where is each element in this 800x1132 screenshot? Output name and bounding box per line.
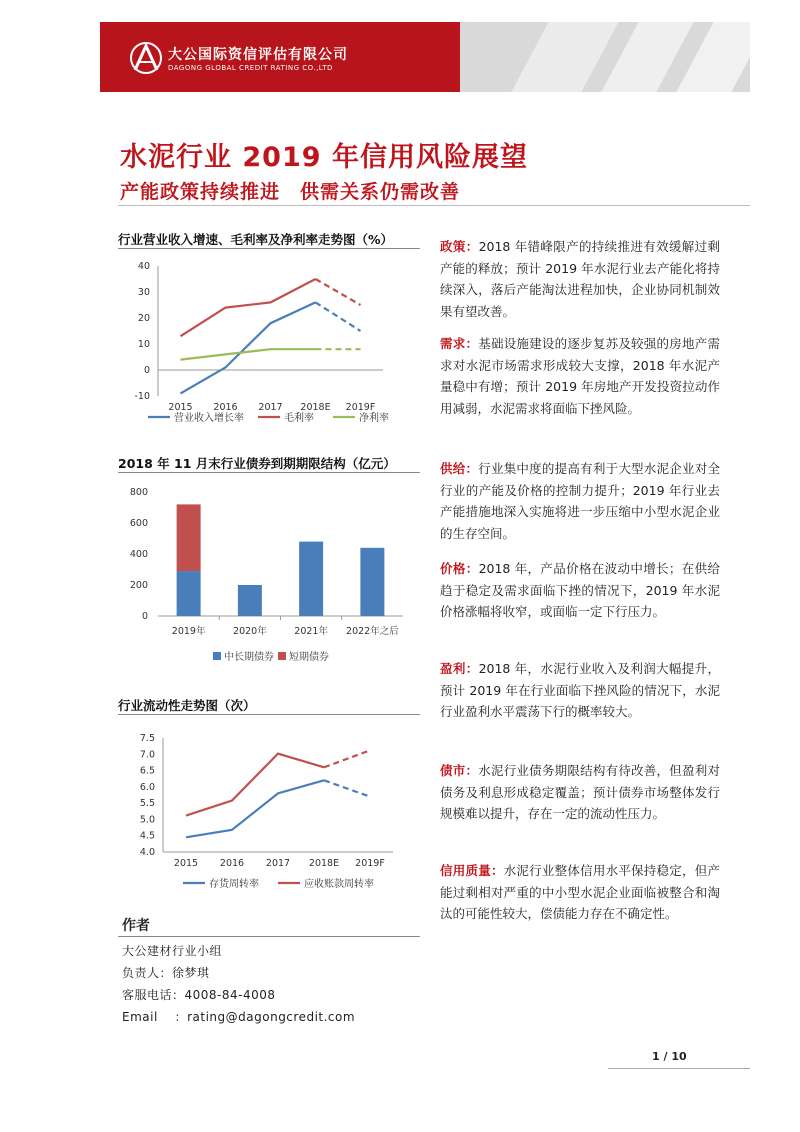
legend-label-3: 净利率 — [359, 413, 389, 424]
y-tick-label: 200 — [129, 580, 148, 591]
x-tick-label: 2019F — [355, 858, 385, 869]
section-label: 政策： — [440, 239, 479, 254]
legend-label-2: 毛利率 — [284, 413, 314, 424]
chart2-rule — [118, 472, 420, 473]
series-line-1 — [181, 302, 316, 393]
section-text: 水泥行业整体信用水平保持稳定，但产能过剩相对严重的中小型水泥企业面临被整合和淘汰的可能性较大，偿债能力存在不确定性。 — [440, 863, 720, 921]
section-text: 2018 年，水泥行业收入及利润大幅提升，预计 2019 年在行业面临下挫风险的情况下，水泥行业盈利水平震荡下行的概率较大。 — [440, 661, 720, 719]
y-tick-label: 40 — [137, 261, 150, 272]
series-forecast-2 — [324, 750, 370, 767]
y-tick-label: 7.5 — [139, 733, 155, 744]
chart2-svg — [118, 478, 413, 678]
x-tick-label: 2016 — [213, 402, 238, 413]
x-tick-label: 2021年 — [294, 626, 328, 637]
section-profit — [440, 658, 720, 723]
y-tick-label: 20 — [137, 313, 150, 324]
y-tick-label: 30 — [137, 287, 150, 298]
series-line-2 — [186, 754, 324, 816]
chart1-svg — [118, 252, 418, 432]
author-rule — [118, 936, 420, 937]
x-tick-label: 2018E — [308, 858, 340, 869]
y-tick-label: 6.0 — [139, 781, 155, 793]
series-line-3 — [181, 349, 316, 359]
y-tick-label: 5.5 — [139, 798, 155, 810]
author-team: 大公建材行业小组 — [122, 944, 223, 958]
y-tick-label: 5.0 — [139, 814, 155, 826]
section-text: 行业集中度的提高有利于大型水泥企业对全行业的产能及价格的控制力提升；2019 年行业去产能措施地深入实施将进一步压缩中小型水泥企业的生存空间。 — [440, 461, 720, 541]
legend-label-2: 应收账款周转率 — [304, 879, 374, 890]
section-text: 2018 年，产品价格在波动中增长；在供给趋于稳定及需求面临下挫的情况下，2019 年水泥价格涨幅将收窄，或面临一定下行压力。 — [440, 561, 720, 619]
y-tick-label: 10 — [137, 339, 150, 350]
title-divider — [118, 205, 750, 206]
bar-1-1 — [177, 571, 201, 616]
report-subtitle: 产能政策持续推进 供需关系仍需改善 — [120, 181, 461, 203]
y-tick-label: 4.0 — [139, 847, 155, 858]
author-heading: 作者 — [122, 918, 150, 934]
company-name-cn: 大公国际资信评估有限公司 — [168, 47, 348, 63]
section-label: 信用质量： — [440, 863, 504, 878]
x-tick-label: 2016 — [219, 858, 245, 869]
chart3-svg — [118, 722, 413, 898]
chart3-title: 行业流动性走势图（次） — [118, 698, 256, 713]
x-tick-label: 2022年之后 — [346, 626, 399, 637]
company-logo-icon — [130, 40, 162, 76]
series-forecast-1 — [324, 780, 370, 796]
section-supply — [440, 458, 720, 544]
author-email[interactable]: Email ：rating@dagongcredit.com — [122, 1010, 356, 1024]
chart2-title: 2018 年 11 月末行业债券到期期限结构（亿元） — [118, 456, 396, 471]
x-tick-label: 2015 — [168, 402, 193, 413]
chart3-rule — [118, 714, 420, 715]
report-title: 水泥行业 2019 年信用风险展望 — [120, 142, 528, 173]
series-line-2 — [181, 279, 316, 336]
legend-swatch-2 — [278, 652, 286, 660]
y-tick-label: 800 — [129, 487, 148, 498]
y-tick-label: 6.5 — [139, 765, 155, 777]
y-tick-label: 600 — [129, 518, 148, 529]
series-forecast-2 — [316, 279, 361, 305]
x-tick-label: 2019年 — [171, 626, 206, 637]
legend-label-1: 存货周转率 — [209, 879, 259, 890]
company-name-en: DAGONG GLOBAL CREDIT RATING CO.,LTD — [168, 64, 333, 72]
section-label: 价格： — [440, 561, 479, 576]
section-text: 2018 年错峰限产的持续推进有效缓解过剩产能的释放；预计 2019 年水泥行业去产能化将持续深入，落后产能淘汰进程加快，企业协同机制效果有望改善。 — [440, 239, 720, 319]
legend-label-1: 营业收入增长率 — [174, 413, 244, 424]
section-demand — [440, 333, 720, 419]
section-label: 债市： — [440, 763, 479, 778]
section-credit-quality — [440, 860, 720, 925]
chart1-title: 行业营业收入增速、毛利率及净利率走势图（%） — [118, 232, 394, 247]
author-lead: 负责人：徐梦琪 — [122, 966, 210, 980]
bar-1-3 — [299, 542, 323, 616]
legend-swatch-1 — [213, 652, 221, 660]
x-tick-label: 2015 — [173, 858, 199, 869]
bar-1-4 — [360, 548, 384, 616]
x-tick-label: 2017 — [265, 858, 291, 869]
page-number: 1 / 10 — [652, 1050, 687, 1063]
bar-2-1 — [177, 504, 201, 571]
y-tick-label: 7.0 — [139, 749, 155, 761]
x-tick-label: 2017 — [258, 402, 283, 413]
series-forecast-1 — [316, 302, 361, 331]
x-tick-label: 2020年 — [233, 626, 267, 637]
section-label: 需求： — [440, 336, 479, 351]
y-tick-label: 0 — [141, 611, 148, 622]
section-text: 水泥行业债务期限结构有待改善，但盈利对债务及利息形成稳定覆盖；预计债券市场整体发行规模难以提升，存在一定的流动性压力。 — [440, 763, 720, 821]
y-tick-label: -10 — [134, 391, 150, 402]
bar-1-2 — [238, 585, 262, 616]
section-text: 基础设施建设的逐步复苏及较强的房地产需求对水泥市场需求形成较大支撑，2018 年水泥产量稳中有增；预计 2019 年房地产开发投资拉动作用减弱，水泥需求将面临下挫风险。 — [440, 336, 720, 416]
author-phone: 客服电话：4008-84-4008 — [122, 988, 276, 1002]
legend-label-2: 短期债券 — [289, 652, 329, 663]
y-tick-label: 400 — [129, 549, 148, 560]
x-tick-label: 2019F — [345, 402, 376, 413]
section-policy — [440, 236, 720, 322]
section-bond-market — [440, 760, 720, 825]
legend-label-1: 中长期债券 — [224, 652, 274, 663]
y-tick-label: 0 — [143, 365, 150, 376]
x-tick-label: 2018E — [300, 402, 331, 413]
chart1-rule — [118, 248, 420, 249]
section-label: 盈利： — [440, 661, 479, 676]
section-label: 供给： — [440, 461, 479, 476]
section-price — [440, 558, 720, 623]
page-rule — [608, 1068, 750, 1069]
y-tick-label: 4.5 — [139, 830, 155, 842]
